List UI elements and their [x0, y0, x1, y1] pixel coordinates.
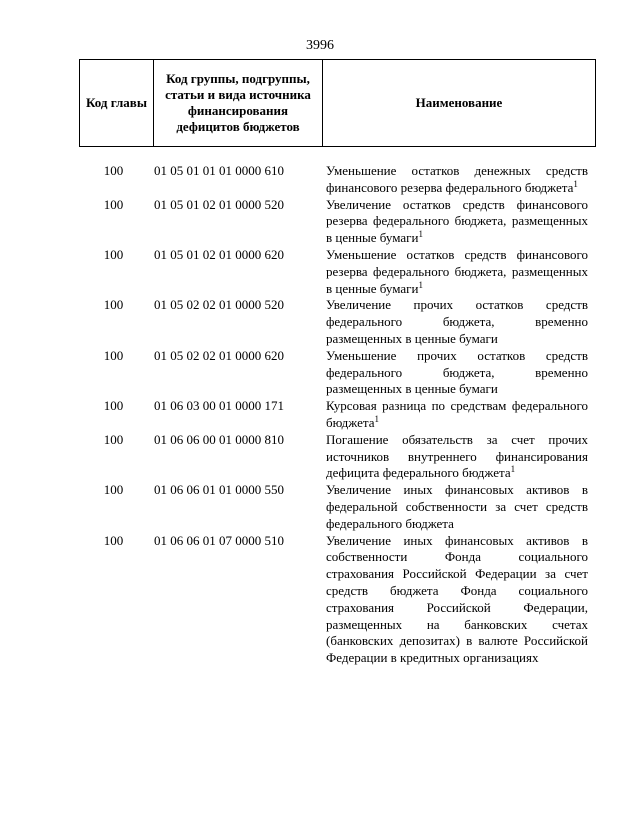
table-row — [79, 197, 596, 247]
table-row — [79, 247, 596, 297]
name-cell — [326, 197, 588, 247]
name-text: Увеличение остатков средств финансового резерва федерального бюджета, размещенных в ценные бумаги — [326, 196, 588, 246]
source-code-cell: 01 05 02 02 01 0000 520 — [154, 297, 284, 313]
name-cell — [326, 432, 588, 482]
footnote-mark: 1 — [374, 413, 379, 424]
source-code-cell: 01 06 03 00 01 0000 171 — [154, 398, 284, 414]
name-text: Увеличение прочих остатков средств федерального бюджета, временно размещенных в ценные бумаги — [326, 297, 588, 346]
source-code-cell: 01 05 01 02 01 0000 520 — [154, 196, 284, 212]
table-row — [79, 297, 596, 347]
table-row — [79, 163, 596, 197]
chapter-code-cell: 100 — [103, 398, 124, 414]
name-text: Увеличение иных финансовых активов в собственности Фонда социального страхования Российской Федерации за счет средств бюджета Фонда социального страхования Российской Федерации, размещенных на банковских счетах (банковских депозитах) в валюте Российской Федерации в кредитных организациях — [326, 532, 588, 666]
chapter-code-cell: 100 — [103, 482, 124, 498]
source-code-cell: 01 06 06 01 01 0000 550 — [154, 482, 284, 498]
source-code-cell: 01 05 01 01 01 0000 610 — [154, 163, 284, 178]
name-text: Увеличение иных финансовых активов в федеральной собственности за счет средств федерального бюджета — [326, 482, 588, 531]
chapter-code-cell: 100 — [103, 163, 124, 178]
source-code-cell: 01 05 01 02 01 0000 620 — [154, 246, 284, 262]
page-number: 3996 — [306, 38, 334, 53]
chapter-code-cell: 100 — [103, 196, 124, 212]
chapter-code-cell: 100 — [103, 532, 124, 548]
header-chapter-code: Код главы — [80, 60, 154, 147]
footnote-mark: 1 — [418, 279, 423, 290]
name-cell — [326, 297, 588, 347]
source-code-cell: 01 06 06 00 01 0000 810 — [154, 431, 284, 447]
name-text: Уменьшение остатков средств финансового резерва федерального бюджета, размещенных в ценные бумаги — [326, 246, 588, 296]
table-row — [79, 533, 596, 667]
table-row — [79, 482, 596, 532]
header-group-code: Код группы, подгруппы, статьи и вида источника финансирования дефицитов бюджетов — [154, 60, 323, 147]
chapter-code-cell: 100 — [103, 246, 124, 262]
footnote-mark: 1 — [418, 229, 423, 240]
name-cell — [326, 398, 588, 432]
source-code-cell: 01 05 02 02 01 0000 620 — [154, 347, 284, 363]
name-cell — [326, 163, 588, 197]
footnote-mark: 1 — [510, 464, 516, 475]
name-text: Погашение обязательств за счет прочих источников внутреннего финансирования дефицита федерального бюджета — [326, 431, 588, 481]
table-row — [79, 432, 596, 482]
chapter-code-cell: 100 — [103, 431, 124, 447]
name-text: Уменьшение прочих остатков средств федерального бюджета, временно размещенных в ценные бумаги — [326, 347, 588, 397]
header-name: Наименование — [323, 60, 596, 147]
chapter-code-cell: 100 — [103, 297, 124, 313]
table-header — [79, 59, 596, 147]
table-body — [79, 163, 596, 667]
name-cell — [326, 247, 588, 297]
name-cell — [326, 348, 588, 398]
name-text: Курсовая разница по средствам федерального бюджета — [326, 398, 588, 430]
name-cell — [326, 533, 588, 667]
chapter-code-cell: 100 — [103, 347, 124, 363]
name-text: Уменьшение остатков денежных средств финансового резерва федерального бюджета — [326, 163, 588, 195]
table-row — [79, 398, 596, 432]
source-code-cell: 01 06 06 01 07 0000 510 — [154, 532, 284, 548]
footnote-mark: 1 — [573, 178, 578, 189]
table-row — [79, 348, 596, 398]
name-cell — [326, 482, 588, 532]
